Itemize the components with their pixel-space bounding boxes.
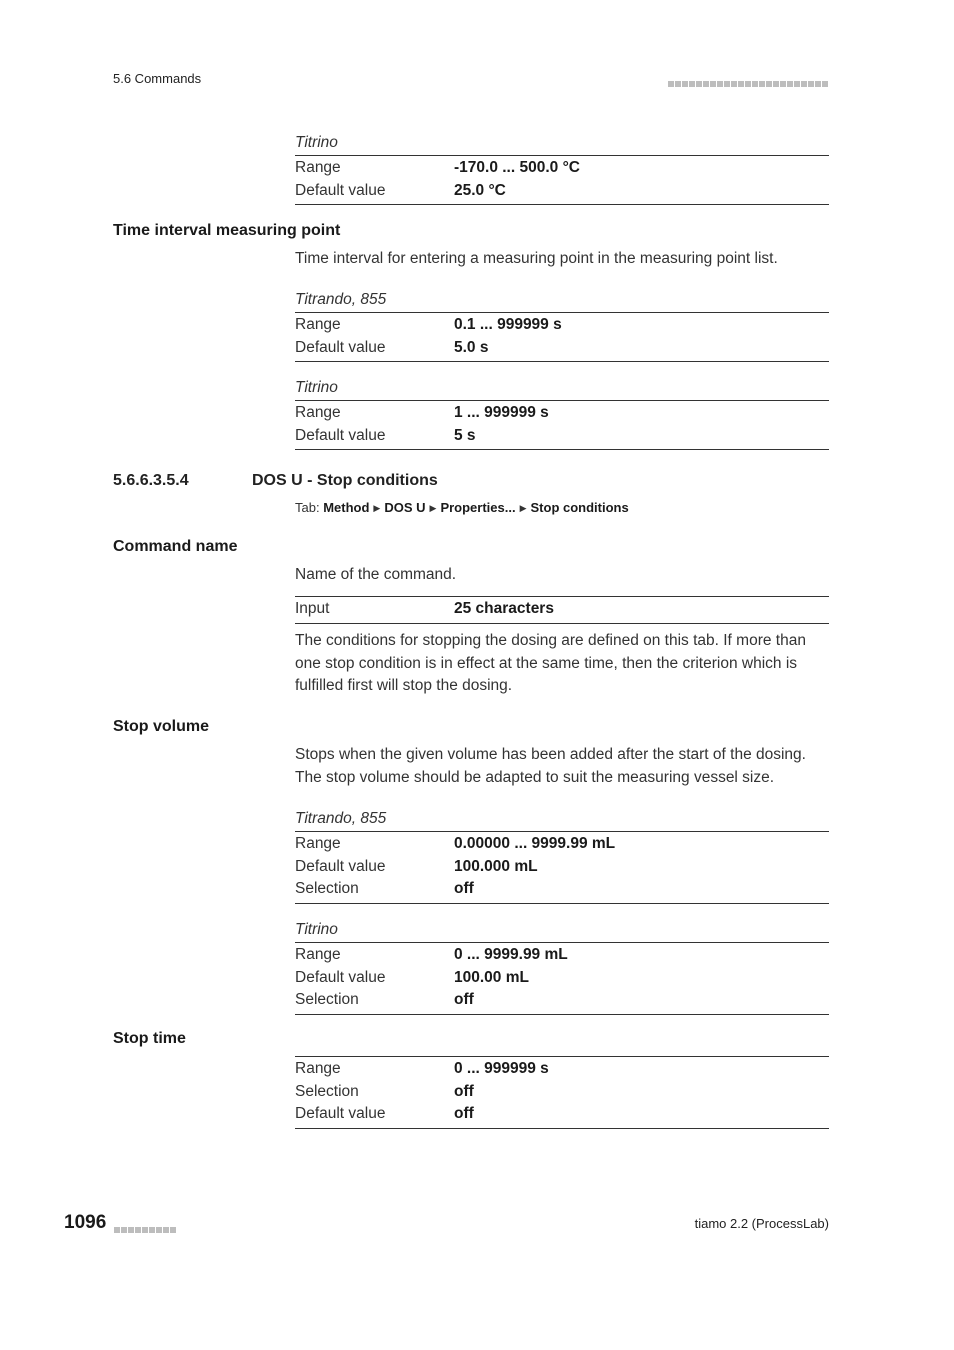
row-value: off <box>454 880 474 897</box>
dot-square <box>822 81 828 87</box>
table-caption: Titrando, 855 <box>295 810 387 827</box>
row-label: Input <box>295 600 330 617</box>
dot-square <box>815 81 821 87</box>
table-row <box>295 967 829 990</box>
row-value: 1 ... 999999 s <box>454 404 549 421</box>
table-row <box>295 425 829 448</box>
stop-volume-description: Stops when the given volume has been added after the start of the dosing. The stop volume should be adapted to suit the measuring vessel size. <box>295 746 806 786</box>
table-caption: Titrino <box>295 134 338 151</box>
footer-product-name: tiamo 2.2 (ProcessLab) <box>694 1216 829 1231</box>
row-label: Range <box>295 159 341 176</box>
row-label: Selection <box>295 1082 359 1100</box>
triangle-right-icon: ▶ <box>373 503 381 513</box>
time-interval-titrino-table <box>295 376 829 450</box>
section-title: DOS U - Stop conditions <box>252 472 438 489</box>
row-value: 0 ... 999999 s <box>454 1060 549 1077</box>
page-number: 1096 <box>64 1212 107 1233</box>
row-label: Default value <box>295 968 386 986</box>
dot-square <box>724 81 730 87</box>
time-interval-description: Time interval for entering a measuring point in the measuring point list. <box>295 250 778 267</box>
tab-path-item: Method <box>323 500 370 515</box>
dot-square <box>121 1227 127 1233</box>
dot-square <box>766 81 772 87</box>
time-interval-heading: Time interval measuring point <box>113 222 341 239</box>
time-interval-titrando-table <box>295 288 829 362</box>
table-row <box>295 1058 829 1081</box>
dot-square <box>163 1227 169 1233</box>
dot-square <box>149 1227 155 1233</box>
dot-square <box>689 81 695 87</box>
section-number: 5.6.6.3.5.4 <box>113 472 189 489</box>
row-value: 25.0 °C <box>454 181 506 199</box>
dot-square <box>759 81 765 87</box>
row-value: 100.00 mL <box>454 968 529 986</box>
row-label: Range <box>295 946 341 963</box>
dot-square <box>156 1227 162 1233</box>
dot-square <box>738 81 744 87</box>
table-row <box>295 878 829 901</box>
dot-square <box>808 81 814 87</box>
table-row <box>295 402 829 425</box>
command-name-table <box>295 596 829 624</box>
tab-path-item: Stop conditions <box>530 500 629 515</box>
row-label: Default value <box>295 1105 386 1122</box>
dot-square <box>675 81 681 87</box>
dot-square <box>135 1227 141 1233</box>
dot-square <box>794 81 800 87</box>
dot-square <box>142 1227 148 1233</box>
dot-square <box>787 81 793 87</box>
row-value: 100.000 mL <box>454 857 538 875</box>
row-label: Default value <box>295 181 386 199</box>
dot-square <box>703 81 709 87</box>
stop-time-heading: Stop time <box>113 1030 186 1047</box>
table-row <box>295 337 829 360</box>
stop-time-table <box>295 1056 829 1129</box>
tab-path-item: DOS U <box>384 500 426 515</box>
dot-square <box>752 81 758 87</box>
dot-square <box>773 81 779 87</box>
row-label: Selection <box>295 991 359 1008</box>
tab-prefix: Tab: <box>295 500 320 515</box>
dot-square <box>731 81 737 87</box>
row-label: Range <box>295 316 341 333</box>
dot-square <box>710 81 716 87</box>
row-label: Range <box>295 404 341 421</box>
table-row <box>295 1081 829 1104</box>
table-row <box>295 833 829 856</box>
dot-square <box>717 81 723 87</box>
dot-square <box>745 81 751 87</box>
dot-square <box>801 81 807 87</box>
stop-volume-heading: Stop volume <box>113 718 210 735</box>
stop-volume-titrino-table <box>295 918 829 1015</box>
command-name-heading: Command name <box>113 538 238 555</box>
table-row <box>295 944 829 967</box>
table-row <box>295 314 829 337</box>
dot-square <box>114 1227 120 1233</box>
row-value: 0.00000 ... 9999.99 mL <box>454 835 616 852</box>
titrino-temperature-table <box>295 131 829 205</box>
tab-path <box>295 500 629 515</box>
header-section-title: 5.6 Commands <box>113 71 202 86</box>
row-value: 0 ... 9999.99 mL <box>454 946 568 963</box>
dot-square <box>696 81 702 87</box>
row-value: 5.0 s <box>454 338 489 356</box>
row-value: -170.0 ... 500.0 °C <box>454 159 580 176</box>
triangle-right-icon: ▶ <box>429 503 437 513</box>
dot-square <box>682 81 688 87</box>
command-name-description: Name of the command. <box>295 566 457 583</box>
stop-volume-titrando-table <box>295 807 829 904</box>
row-value: 0.1 ... 999999 s <box>454 316 562 333</box>
table-caption: Titrando, 855 <box>295 291 387 308</box>
row-label: Range <box>295 1060 341 1077</box>
footer-dot-bar <box>114 1220 177 1238</box>
tab-path-item: Properties... <box>440 500 516 515</box>
row-value: off <box>454 1082 474 1100</box>
row-label: Range <box>295 835 341 852</box>
stop-conditions-description: The conditions for stopping the dosing are defined on this tab. If more than one stop condition is in effect at the same time, then the criterion which is fulfilled first will stop the dosing. <box>295 632 806 694</box>
table-caption: Titrino <box>295 921 338 938</box>
triangle-right-icon: ▶ <box>519 503 527 513</box>
row-label: Selection <box>295 880 359 897</box>
dot-square <box>128 1227 134 1233</box>
table-row <box>295 598 829 621</box>
row-value: off <box>454 1105 474 1122</box>
table-row <box>295 180 829 203</box>
row-value: 5 s <box>454 426 476 444</box>
table-row <box>295 989 829 1012</box>
table-row <box>295 1103 829 1126</box>
row-label: Default value <box>295 338 386 356</box>
table-caption: Titrino <box>295 379 338 396</box>
table-row <box>295 157 829 180</box>
row-value: 25 characters <box>454 600 554 617</box>
row-value: off <box>454 991 474 1008</box>
table-row <box>295 856 829 879</box>
row-label: Default value <box>295 857 386 875</box>
row-label: Default value <box>295 426 386 444</box>
header-dot-bar <box>668 74 829 92</box>
dot-square <box>668 81 674 87</box>
dot-square <box>170 1227 176 1233</box>
dot-square <box>780 81 786 87</box>
